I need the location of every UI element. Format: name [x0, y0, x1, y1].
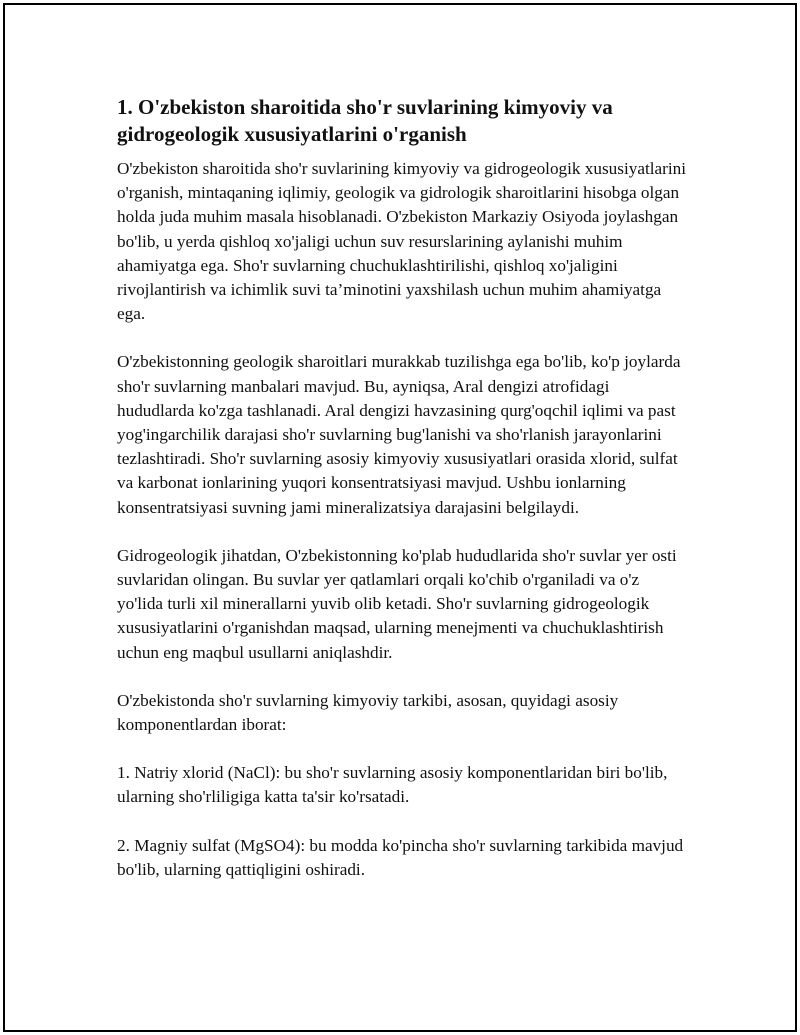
- document-body: [117, 94, 687, 906]
- paragraph-hydrogeology: Gidrogeologik jihatdan, O'zbekistonning ko'plab hududlarida sho'r suvlar yer osti suvlaridan olingan. Bu suvlar yer qatlamlari orqali ko'chib o'rganiladi va o'z yo'lida turli xil minerallarni yuvib olib ketadi. Sho'r suvlarning gidrogeologik xususiyatlarini o'rganishdan maqsad, ularning menejmenti va chuchuklashtirish uchun eng maqbul usullarni aniqlashdir.: [117, 545, 677, 662]
- section-heading: 1. O'zbekiston sharoitida sho'r suvlarining kimyoviy va gidrogeologik xususiyatlarini o'rganish: [117, 95, 613, 146]
- paragraph-geology: O'zbekistonning geologik sharoitlari murakkab tuzilishga ega bo'lib, ko'p joylarda sho'r suvlarning manbalari mavjud. Bu, ayniqsa, Aral dengizi atrofidagi hududlarda ko'zga tashlanadi. Aral dengizi havzasining qurg'oqchil iqlimi va past yog'ingarchilik darajasi sho'r suvlarning bug'lanishi va sho'rlanish jarayonlarini tezlashtiradi. Sho'r suvlarning asosiy kimyoviy xususiyatlari orasida xlorid, sulfat va karbonat ionlarining yuqori konsentratsiyasi mavjud. Ushbu ionlarning konsentratsiyasi suvning jami mineralizatsiya darajasini belgilaydi.: [117, 352, 681, 517]
- list-item-magnesium-sulfate: 2. Magniy sulfat (MgSO4): bu modda ko'pincha sho'r suvlarning tarkibida mavjud bo'lib, ularning qattiqligini oshiradi.: [117, 835, 684, 879]
- paragraph-intro: O'zbekiston sharoitida sho'r suvlarining kimyoviy va gidrogeologik xususiyatlarini o'rganish, mintaqaning iqlimiy, geologik va gidrologik sharoitlarini hisobga olgan holda juda muhim masala hisoblanadi. O'zbekiston Markaziy Osiyoda joylashgan bo'lib, u yerda qishloq xo'jaligi uchun suv resurslarining aylanishi muhim ahamiyatga ega. Sho'r suvlarning chuchuklashtirilishi, qishloq xo'jaligini rivojlantirish va ichimlik suvi ta’minotini yaxshilash uchun muhim ahamiyatga ega.: [117, 159, 687, 324]
- list-item-sodium-chloride: 1. Natriy xlorid (NaCl): bu sho'r suvlarning asosiy komponentlaridan biri bo'lib, ularning sho'rliligiga katta ta'sir ko'rsatadi.: [117, 763, 668, 807]
- paragraph-composition-intro: O'zbekistonda sho'r suvlarning kimyoviy tarkibi, asosan, quyidagi asosiy komponentlardan iborat:: [117, 690, 619, 735]
